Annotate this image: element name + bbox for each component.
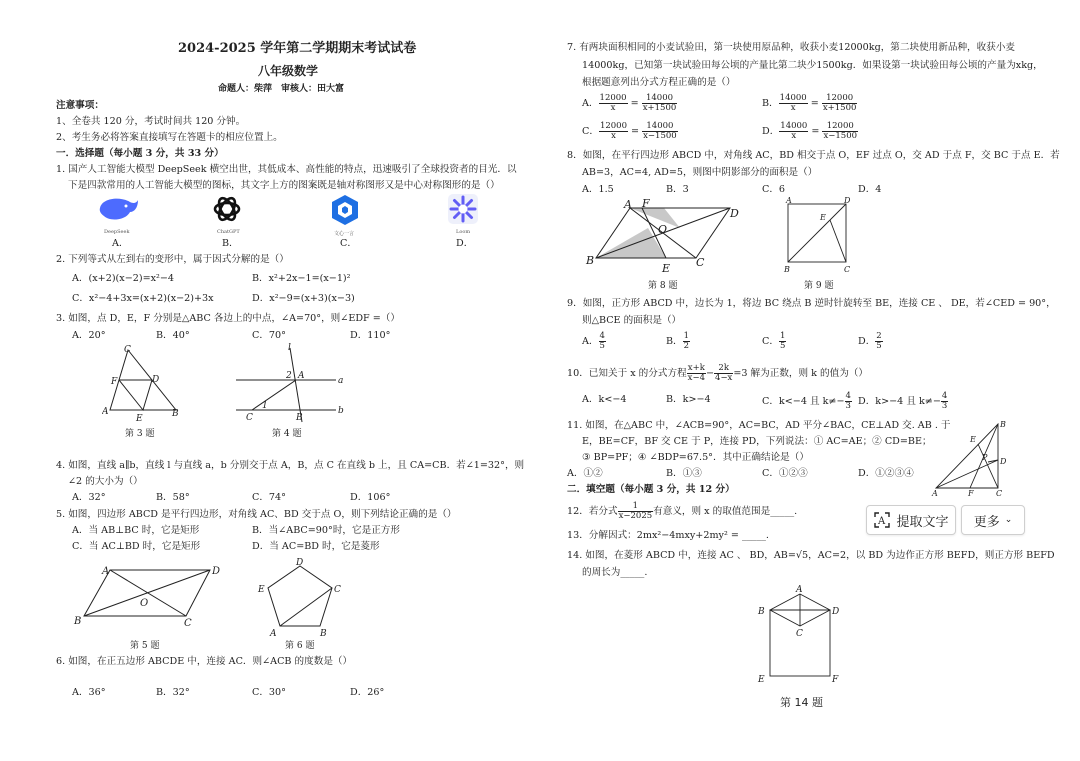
svg-text:D: D bbox=[844, 196, 851, 205]
q3-option-b: B．40° bbox=[156, 330, 190, 341]
q2-stem: 2. 下列等式从左到右的变形中，属于因式分解的是（） bbox=[56, 254, 289, 265]
q4-option-d: D．106° bbox=[350, 492, 391, 503]
q5-option-d: D．当 AC=BD 时，它是菱形 bbox=[252, 541, 380, 552]
q6-option-c: C．30° bbox=[252, 687, 286, 698]
q9-line1: 9．如图，正方形 ABCD 中，边长为 1，将边 BC 绕点 B 逆时针旋转至 BE，连接 CE 、 DE，若∠CED = 90°， bbox=[567, 298, 1056, 309]
q7-b-den1: x bbox=[790, 103, 796, 113]
q9-d-den: 5 bbox=[876, 341, 882, 351]
q6-stem: 6. 如图，在正五边形 ABCDE 中，连接 AC．则∠ACB 的度数是（） bbox=[56, 656, 353, 667]
figure-8-shaded-parallelogram bbox=[584, 198, 744, 276]
q7-b-num1: 14000 bbox=[779, 93, 807, 103]
q6-option-b: B．32° bbox=[156, 687, 190, 698]
svg-text:B: B bbox=[74, 616, 82, 627]
q14-line1: 14. 如图，在菱形 ABCD 中，连接 AC 、 BD，AB=√5，AC=2，以 BD 为边作正方形 BEFD，则正方形 BEFD bbox=[567, 550, 1055, 561]
q2-option-a: A．(x+2)(x−2)=x²−4 bbox=[72, 273, 175, 284]
q9-c-num: 1 bbox=[779, 331, 786, 341]
q7-line1: 7. 有两块面积相同的小麦试验田，第一块使用原品种，收获小麦12000kg，第二块使用新品种，收获小麦 bbox=[567, 42, 1016, 53]
logo-label-wenxin: 文心一言 bbox=[334, 231, 355, 237]
svg-text:C: C bbox=[184, 618, 192, 629]
figure-9-caption: 第 9 题 bbox=[804, 281, 834, 291]
q10-den1: x−4 bbox=[687, 373, 705, 383]
svg-text:D: D bbox=[832, 607, 840, 617]
svg-text:F: F bbox=[111, 377, 118, 387]
q7-option-b: B． $\frac{14000}{x}$ = $\frac{12000}{x+1500}$ bbox=[762, 93, 857, 113]
chevron-down-icon: ⌄ bbox=[1004, 515, 1013, 525]
svg-text:F: F bbox=[968, 489, 974, 498]
q7-d-label: D． bbox=[762, 126, 780, 137]
q9-a-num: 4 bbox=[599, 331, 605, 341]
logo-label-loom: Loom bbox=[456, 229, 471, 235]
svg-text:B: B bbox=[784, 265, 790, 274]
q7-line3: 根据题意列出分式方程正确的是（） bbox=[582, 77, 736, 88]
q8-line2: AB=3，AC=4, AD=5，则图中阴影部分的面积是（） bbox=[582, 167, 818, 178]
q9-d-num: 2 bbox=[876, 331, 882, 341]
q9-d-label: D． bbox=[858, 336, 876, 347]
svg-text:2: 2 bbox=[286, 371, 292, 381]
q8-option-a: A．1.5 bbox=[582, 184, 614, 195]
svg-text:B: B bbox=[1000, 420, 1006, 429]
svg-text:b: b bbox=[338, 406, 344, 416]
svg-text:l: l bbox=[288, 343, 291, 353]
svg-text:E: E bbox=[662, 262, 671, 275]
q4-option-b: B．58° bbox=[156, 492, 190, 503]
q8-option-b: B．3 bbox=[666, 184, 689, 195]
logo-label-chatgpt: ChatGPT bbox=[217, 229, 240, 235]
figure-11-right-triangle bbox=[930, 418, 1010, 498]
q11-option-b: B．①③ bbox=[666, 468, 702, 479]
figure-6-pentagon bbox=[256, 556, 346, 638]
svg-text:E: E bbox=[970, 435, 976, 444]
svg-text:C: C bbox=[844, 265, 851, 274]
figure-3-triangle bbox=[102, 344, 192, 424]
q12-pre: 12．若分式 bbox=[567, 506, 618, 517]
q10-num1: x+k bbox=[687, 363, 705, 373]
q7-a-num2: 14000 bbox=[642, 94, 678, 104]
q12-num: 1 bbox=[618, 502, 654, 512]
q11-line1: 11. 如图，在△ABC 中，∠ACB=90°，AC=BC，AD 平分∠BAC，CE⊥AD 交. AB . 于 bbox=[567, 420, 951, 431]
q7-b-label: B． bbox=[762, 98, 779, 109]
svg-text:C: C bbox=[334, 585, 341, 595]
svg-text:P: P bbox=[982, 453, 988, 462]
q5-option-a: A．当 AB⊥BC 时，它是矩形 bbox=[72, 525, 200, 536]
figure-5-caption: 第 5 题 bbox=[130, 641, 160, 651]
svg-text:O: O bbox=[140, 598, 149, 609]
q10-minus: − bbox=[705, 368, 715, 379]
q10-d-den: 3 bbox=[941, 401, 948, 411]
svg-text:E: E bbox=[758, 675, 765, 685]
loom-flower-icon bbox=[448, 194, 478, 224]
q7-b-den2: x+1500 bbox=[822, 103, 857, 113]
q7-option-d: D． $\frac{14000}{x}$ = $\frac{12000}{x-1500}$ bbox=[762, 121, 858, 141]
q10-post: =3 解为正数，则 k 的值为（） bbox=[733, 368, 868, 379]
figure-4-parallel-lines bbox=[232, 342, 352, 426]
q10-option-d bbox=[858, 392, 948, 411]
svg-text:D: D bbox=[212, 566, 221, 577]
q1-option-d: D． bbox=[456, 238, 474, 249]
q7-c-den2: x−1500 bbox=[643, 131, 677, 141]
q3-option-c: C．70° bbox=[252, 330, 286, 341]
q10-c-text: C．k<−4 且 k≠− bbox=[762, 396, 845, 407]
q7-a-num1: 12000 bbox=[599, 93, 627, 103]
logo-label-deepseek: DeepSeek bbox=[104, 229, 130, 235]
q6-option-a: A．36° bbox=[72, 687, 106, 698]
extract-text-button[interactable] bbox=[866, 505, 956, 535]
q4-line1: 4. 如图，直线 a∥b，直线 l 与直线 a，b 分别交于点 A，B，点 C 在直线 b 上，且 CA=CB．若∠1=32°，则 bbox=[56, 460, 525, 471]
q4-option-c: C．74° bbox=[252, 492, 286, 503]
svg-text:B: B bbox=[320, 629, 327, 638]
notes-title: 注意事项： bbox=[56, 100, 104, 111]
svg-text:C: C bbox=[124, 345, 131, 355]
q7-c-den1: x bbox=[611, 131, 616, 141]
q6-option-d: D．26° bbox=[350, 687, 385, 698]
q14-line2: 的周长为_____. bbox=[582, 567, 648, 578]
q7-b-num2: 12000 bbox=[822, 94, 858, 104]
q7-a-label: A． bbox=[582, 98, 599, 109]
q9-option-b bbox=[666, 332, 690, 351]
q1-line2: 下是四款常用的人工智能大模型的图标，其文字上方的图案既是轴对称图形又是中心对称图形的是（） bbox=[68, 180, 500, 191]
q10-d-text: D．k>−4 且 k≠− bbox=[858, 396, 941, 407]
q1-option-b: B． bbox=[222, 238, 239, 249]
svg-text:D: D bbox=[152, 375, 160, 385]
note-2: 2、考生务必将答案直接填写在答题卡的相应位置上。 bbox=[56, 132, 283, 143]
q9-b-label: B． bbox=[666, 336, 683, 347]
svg-text:B: B bbox=[586, 254, 595, 267]
q11-option-a: A．①② bbox=[567, 468, 603, 479]
svg-text:C: C bbox=[796, 629, 803, 639]
q7-a-den2: x+1500 bbox=[642, 103, 677, 113]
q9-option-a bbox=[582, 332, 606, 351]
exam-subtitle: 八年级数学 bbox=[258, 64, 319, 78]
svg-text:A: A bbox=[796, 585, 803, 595]
q12-stem bbox=[567, 502, 797, 521]
q12-post: 有意义，则 x 的取值范围是_____. bbox=[653, 506, 798, 517]
q7-a-den1: x bbox=[610, 103, 616, 113]
section-1-title: 一．选择题（每小题 3 分，共 33 分） bbox=[56, 148, 224, 159]
svg-text:A: A bbox=[270, 629, 277, 638]
q7-d-num1: 14000 bbox=[780, 121, 808, 131]
q11-line3: ③ BP=PF；④ ∠BDP=67.5°．其中正确结论是（） bbox=[582, 452, 809, 463]
q3-option-d: D．110° bbox=[350, 330, 391, 341]
exam-authors: 命题人：柴萍 审核人：田大富 bbox=[218, 84, 345, 94]
q10-option-a: A．k<−4 bbox=[582, 394, 627, 405]
svg-text:F: F bbox=[642, 198, 650, 210]
svg-text:A: A bbox=[932, 489, 938, 498]
q7-d-num2: 12000 bbox=[822, 122, 858, 132]
exam-title: 2024-2025 学年第二学期期末考试试卷 bbox=[178, 41, 417, 56]
q7-option-c: C． $\frac{12000}{x}$ = $\frac{14000}{x-1500}$ bbox=[582, 121, 677, 141]
figure-14-rhombus-square bbox=[752, 582, 852, 688]
q8-option-d: D．4 bbox=[858, 184, 882, 195]
svg-text:E: E bbox=[136, 414, 143, 424]
svg-text:E: E bbox=[258, 585, 265, 595]
figure-8-caption: 第 8 题 bbox=[648, 281, 678, 291]
chatgpt-knot-icon bbox=[211, 193, 243, 225]
svg-text:A: A bbox=[624, 198, 632, 211]
figure-5-parallelogram bbox=[70, 562, 230, 632]
q13-stem: 13．分解因式：2mx²−4mxy+2my² = _____. bbox=[567, 530, 769, 541]
q1-option-c: C． bbox=[340, 238, 357, 249]
q7-c-label: C． bbox=[582, 126, 599, 137]
q7-line2: 14000kg，已知第一块试验田每公顷的产量比第二块少1500kg．如果设第一块试验田每公顷的产量为xkg， bbox=[582, 60, 1043, 71]
q9-b-den: 2 bbox=[683, 341, 690, 351]
q10-d-num: 4 bbox=[941, 391, 948, 401]
q1-option-a: A． bbox=[112, 238, 129, 249]
q1-line1: 1. 国产人工智能大模型 DeepSeek 横空出世，其低成本、高性能的特点，迅速吸引了全球投资者的目光．以 bbox=[56, 164, 517, 175]
q11-option-c: C．①②③ bbox=[762, 468, 808, 479]
q7-c-num2: 14000 bbox=[642, 122, 678, 132]
note-1: 1、全卷共 120 分，考试时间共 120 分钟。 bbox=[56, 116, 246, 127]
q9-c-den: 5 bbox=[779, 341, 786, 351]
svg-text:D: D bbox=[1000, 457, 1007, 466]
svg-text:A: A bbox=[102, 566, 110, 577]
q10-stem bbox=[567, 364, 868, 383]
q4-option-a: A．32° bbox=[72, 492, 106, 503]
q10-c-den: 3 bbox=[845, 401, 851, 411]
extract-text-label: 提取文字 bbox=[896, 514, 949, 530]
figure-9-square bbox=[780, 196, 856, 278]
q4-line2: ∠2 的大小为（） bbox=[68, 476, 143, 487]
svg-text:D: D bbox=[296, 558, 304, 568]
svg-text:A: A bbox=[878, 516, 886, 527]
svg-text:D: D bbox=[730, 207, 739, 220]
q8-line1: 8．如图，在平行四边形 ABCD 中，对角线 AC，BD 相交于点 O，EF 过点 O，交 AD 于点 F，交 BC 于点 E．若 bbox=[567, 150, 1060, 161]
q10-option-c bbox=[762, 392, 852, 411]
q9-a-den: 5 bbox=[599, 341, 605, 351]
q10-num2: 2k bbox=[714, 364, 733, 374]
svg-text:C: C bbox=[696, 256, 705, 269]
svg-text:F: F bbox=[832, 675, 839, 685]
q5-option-b: B．当∠ABC=90°时，它是正方形 bbox=[252, 525, 400, 536]
q9-a-label: A． bbox=[582, 336, 599, 347]
q11-line2: E，BE=CF，BF 交 CE 于 P，连接 PD，下列说法：① AC=AE；② CD=BE； bbox=[582, 436, 932, 447]
q11-option-d: D．①②③④ bbox=[858, 468, 914, 479]
q9-option-c bbox=[762, 332, 786, 351]
q9-c-label: C． bbox=[762, 336, 779, 347]
svg-text:O: O bbox=[658, 223, 668, 236]
svg-text:C: C bbox=[996, 489, 1003, 498]
q9-b-num: 1 bbox=[683, 331, 690, 341]
q7-option-a: A． $\frac{12000}{x}$ = $\frac{14000}{x+1500}$ bbox=[582, 93, 677, 113]
figure-3-caption: 第 3 题 bbox=[125, 429, 155, 439]
deepseek-whale-icon bbox=[96, 194, 140, 224]
more-button[interactable] bbox=[961, 505, 1025, 535]
q2-option-b: B．x²+2x−1=(x−1)² bbox=[252, 273, 351, 284]
svg-text:1: 1 bbox=[262, 401, 268, 411]
q8-option-c: C．6 bbox=[762, 184, 786, 195]
q10-pre: 10．已知关于 x 的分式方程 bbox=[567, 368, 687, 379]
q10-c-num: 4 bbox=[845, 391, 851, 401]
wenxin-yiyan-icon bbox=[330, 194, 360, 226]
svg-text:A: A bbox=[786, 196, 792, 205]
q9-line2: 则△BCE 的面积是（） bbox=[582, 315, 682, 326]
q2-option-c: C．x²−4+3x=(x+2)(x−2)+3x bbox=[72, 293, 214, 304]
svg-text:E: E bbox=[820, 213, 826, 222]
svg-text:B: B bbox=[758, 607, 765, 617]
q2-option-d: D．x²−9=(x+3)(x−3) bbox=[252, 293, 355, 304]
q10-option-b: B．k>−4 bbox=[666, 394, 711, 405]
q5-option-c: C．当 AC⊥BD 时，它是矩形 bbox=[72, 541, 201, 552]
q12-den: x−2025 bbox=[618, 511, 653, 521]
q7-d-den1: x bbox=[791, 131, 797, 141]
q3-option-a: A．20° bbox=[72, 330, 106, 341]
q9-option-d bbox=[858, 332, 883, 351]
q7-c-num1: 12000 bbox=[599, 121, 627, 131]
svg-text:A: A bbox=[298, 371, 305, 381]
svg-text:C: C bbox=[246, 413, 253, 423]
more-label: 更多 bbox=[973, 514, 1000, 530]
figure-4-caption: 第 4 题 bbox=[272, 429, 302, 439]
q7-d-den2: x−1500 bbox=[823, 131, 858, 141]
svg-text:B: B bbox=[172, 409, 179, 419]
figure-14-caption: 第 14 题 bbox=[780, 696, 823, 709]
svg-text:a: a bbox=[338, 376, 344, 386]
text-recognition-icon bbox=[873, 511, 891, 529]
q3-stem: 3. 如图，点 D，E，F 分别是△ABC 各边上的中点，∠A=70°，则∠EDF =（） bbox=[56, 313, 400, 324]
svg-text:B: B bbox=[296, 413, 303, 423]
q10-den2: 4−x bbox=[715, 373, 733, 383]
svg-text:A: A bbox=[102, 407, 109, 417]
figure-6-caption: 第 6 题 bbox=[285, 641, 315, 651]
section-2-title: 二．填空题（每小题 3 分，共 12 分） bbox=[567, 484, 735, 495]
q5-stem: 5. 如图，四边形 ABCD 是平行四边形，对角线 AC、BD 交于点 O，则下列结论正确的是（） bbox=[56, 509, 457, 520]
